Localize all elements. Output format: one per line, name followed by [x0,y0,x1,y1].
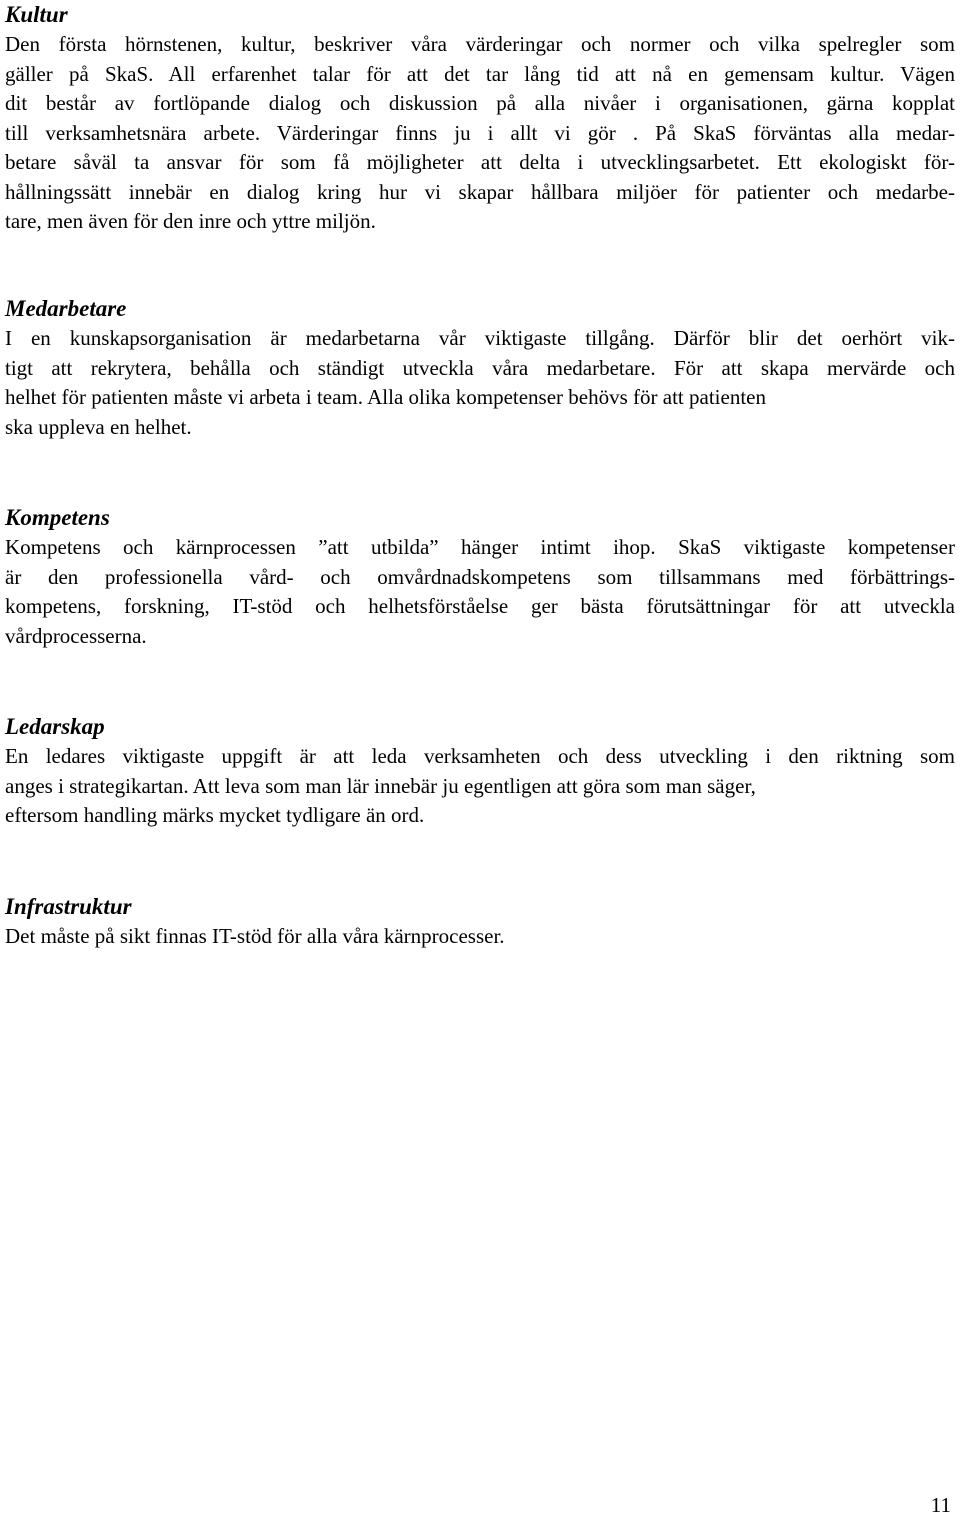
text-line: anges i strategikartan. Att leva som man lär innebär ju egentligen att göra som man säger, [5,773,756,798]
section-paragraph [5,742,955,831]
text-line: helhet för patienten måste vi arbeta i team. Alla olika kompetenser behövs för att patienten [5,385,766,409]
section-infrastruktur [5,892,955,952]
section-heading: Ledarskap [5,714,105,739]
text-line: dit består av fortlöpande dialog och diskussion på alla nivåer i organisationen, gärna kopplat [5,91,955,115]
text-line: I en kunskapsorganisation är medarbetarna vår viktigaste tillgång. Därför blir det oerhört vik- [5,326,955,350]
text-line: är den professionella vård- och omvårdnadskompetens som tillsammans med förbättrings- [5,564,955,589]
text-line: Den första hörnstenen, kultur, beskriver våra värderingar och normer och vilka spelregler som [5,32,955,56]
text-line: ska uppleva en helhet. [5,414,192,439]
text-line: tare, men även för den inre och yttre miljön. [5,209,376,233]
section-medarbetare [5,294,955,442]
page-number: 11 [930,1493,951,1517]
text-line: vårdprocesserna. [5,623,147,648]
text-line: hållningssätt innebär en dialog kring hur vi skapar hållbara miljöer för patienter och medarbe- [5,179,955,204]
section-kompetens [5,503,955,651]
section-ledarskap [5,712,955,831]
text-line: gäller på SkaS. All erfarenhet talar för att det tar lång tid att nå en gemensam kultur. Vägen [5,61,955,86]
text-line: tigt att rekrytera, behålla och ständigt utveckla våra medarbetare. För att skapa mervärde och [5,355,955,380]
section-paragraph [5,922,955,952]
section-kultur [5,0,955,237]
section-heading: Infrastruktur [5,894,132,919]
section-paragraph [5,30,955,237]
section-paragraph [5,533,955,651]
section-paragraph [5,324,955,442]
text-line: Det måste på sikt finnas IT-stöd för alla våra kärnprocesser. [5,924,505,948]
section-heading: Kompetens [5,505,110,530]
text-line: betare såväl ta ansvar för som få möjligheter att delta i utvecklingsarbetet. Ett ekologiskt för- [5,150,955,174]
text-line: Kompetens och kärnprocessen ”att utbilda” hänger intimt ihop. SkaS viktigaste kompetenser [5,535,955,559]
section-heading: Medarbetare [5,296,127,321]
text-line: till verksamhetsnära arbete. Värderingar finns ju i allt vi gör . På SkaS förväntas alla medar- [5,120,955,145]
section-heading: Kultur [5,2,68,27]
text-line: En ledares viktigaste uppgift är att leda verksamheten och dess utveckling i den riktning som [5,744,955,768]
text-line: kompetens, forskning, IT-stöd och helhetsförståelse ger bästa förutsättningar för att utveckla [5,594,955,618]
text-line: eftersom handling märks mycket tydligare än ord. [5,803,425,827]
